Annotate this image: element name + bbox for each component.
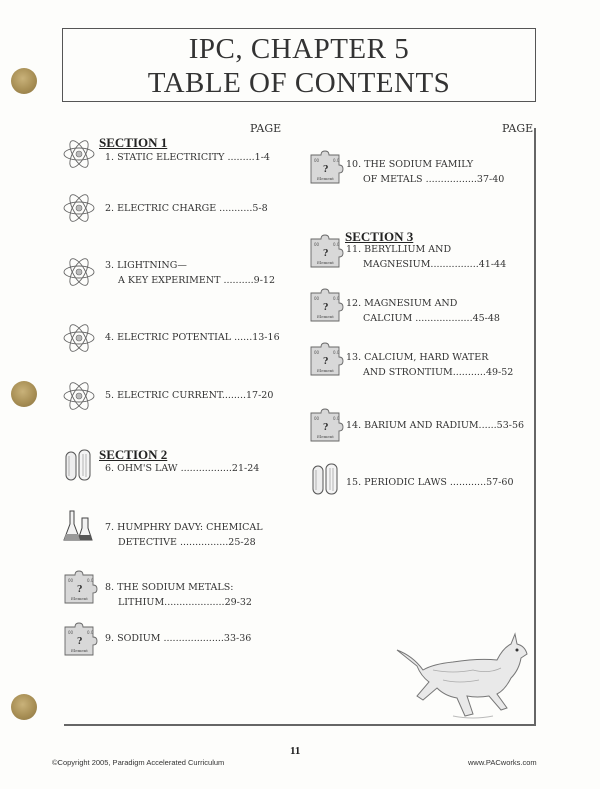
puzzle-element-label: Element [317, 260, 334, 265]
page-header-right: PAGE [502, 122, 534, 135]
puzzle-element-label: Element [317, 314, 334, 319]
toc-entry-13[interactable] [346, 350, 513, 380]
running-dog-illustration [393, 630, 533, 722]
toc-entry-3-line-1: 3. LIGHTNING— [105, 260, 187, 271]
atom-icon [62, 256, 96, 288]
puzzle-question-mark: ? [323, 165, 329, 175]
puzzle-question-mark: ? [77, 585, 83, 595]
toc-entry-2-line-1: 2. ELECTRIC CHARGE ...........5-8 [105, 203, 268, 214]
toc-entry-2[interactable] [105, 201, 268, 216]
toc-entry-9[interactable] [105, 631, 251, 646]
toc-entry-11-line-2: MAGNESIUM................41-44 [363, 259, 507, 270]
toc-entry-5-line-1: 5. ELECTRIC CURRENT........17-20 [105, 390, 274, 401]
title-line-2: TABLE OF CONTENTS [147, 67, 451, 99]
binder-hole-top [11, 68, 37, 94]
toc-entry-14-line-1: 14. BARIUM AND RADIUM......53-56 [346, 420, 525, 431]
puzzle-question-mark: ? [323, 249, 329, 259]
toc-entry-3[interactable] [105, 258, 275, 288]
scroll-icon [310, 462, 342, 498]
atom-icon [62, 138, 96, 170]
page-header-left: PAGE [250, 122, 282, 135]
toc-entry-12-line-2: CALCIUM ...................45-48 [363, 313, 500, 324]
toc-entry-13-line-2: AND STRONTIUM...........49-52 [363, 367, 514, 378]
section-3-heading: SECTION 3 [345, 229, 414, 244]
puzzle-element-label: Element [71, 596, 88, 601]
toc-entry-12-line-1: 12. MAGNESIUM AND [346, 298, 458, 309]
element-puzzle-icon [62, 570, 98, 604]
atom-icon [62, 192, 96, 224]
toc-entry-8-line-2: LITHIUM....................29-32 [118, 597, 252, 608]
toc-entry-7-line-1: 7. HUMPHRY DAVY: CHEMICAL [105, 522, 263, 533]
toc-entry-7-line-2: DETECTIVE ................25-28 [118, 537, 256, 548]
element-puzzle-icon [308, 342, 344, 376]
puzzle-question-mark: ? [323, 423, 329, 433]
element-puzzle-icon [308, 234, 344, 268]
puzzle-element-label: Element [317, 368, 334, 373]
toc-entry-11-line-1: 11. BERYLLIUM AND [346, 244, 452, 255]
toc-entry-1[interactable] [105, 150, 270, 165]
title-box [62, 28, 536, 102]
toc-entry-4-line-1: 4. ELECTRIC POTENTIAL ......13-16 [105, 332, 280, 343]
toc-entry-7[interactable] [105, 520, 263, 550]
puzzle-element-label: Element [71, 648, 88, 653]
toc-entry-1-line-1: 1. STATIC ELECTRICITY .........1-4 [105, 152, 270, 163]
toc-entry-9-line-1: 9. SODIUM ....................33-36 [105, 633, 252, 644]
flask-icon [62, 508, 94, 544]
puzzle-element-label: Element [317, 176, 334, 181]
toc-entry-10[interactable] [346, 157, 504, 187]
toc-entry-8-line-1: 8. THE SODIUM METALS: [105, 582, 234, 593]
puzzle-question-mark: ? [323, 357, 329, 367]
element-puzzle-icon [62, 622, 98, 656]
atom-icon [62, 322, 96, 354]
element-puzzle-icon [308, 150, 344, 184]
toc-entry-13-line-1: 13. CALCIUM, HARD WATER [346, 352, 489, 363]
section-1-heading: SECTION 1 [99, 135, 168, 150]
scroll-icon [63, 448, 95, 484]
page-number: 11 [290, 745, 301, 757]
toc-entry-6[interactable] [105, 461, 259, 476]
toc-entry-12[interactable] [346, 296, 500, 326]
toc-entry-4[interactable] [105, 330, 280, 345]
binder-hole-bottom [11, 694, 37, 720]
website-link[interactable]: www.PACworks.com [468, 758, 537, 767]
toc-entry-15-line-1: 15. PERIODIC LAWS ............57-60 [346, 477, 514, 488]
puzzle-element-label: Element [317, 434, 334, 439]
copyright-text: ©Copyright 2005, Paradigm Accelerated Curriculum [52, 758, 225, 767]
toc-entry-3-line-2: A KEY EXPERIMENT ..........9-12 [118, 275, 276, 286]
binder-hole-middle [11, 381, 37, 407]
toc-entry-15[interactable] [346, 475, 514, 490]
toc-entry-10-line-2: OF METALS .................37-40 [363, 174, 505, 185]
puzzle-question-mark: ? [77, 637, 83, 647]
atom-icon [62, 380, 96, 412]
toc-entry-6-line-1: 6. OHM'S LAW .................21-24 [105, 463, 260, 474]
toc-entry-11[interactable] [346, 242, 506, 272]
toc-entry-14[interactable] [346, 418, 524, 433]
element-puzzle-icon [308, 288, 344, 322]
title-line-1: IPC, CHAPTER 5 [188, 33, 410, 65]
element-puzzle-icon [308, 408, 344, 442]
section-2-heading: SECTION 2 [99, 447, 168, 462]
toc-entry-5[interactable] [105, 388, 273, 403]
toc-entry-10-line-1: 10. THE SODIUM FAMILY [346, 159, 474, 170]
puzzle-question-mark: ? [323, 303, 329, 313]
toc-entry-8[interactable] [105, 580, 252, 610]
